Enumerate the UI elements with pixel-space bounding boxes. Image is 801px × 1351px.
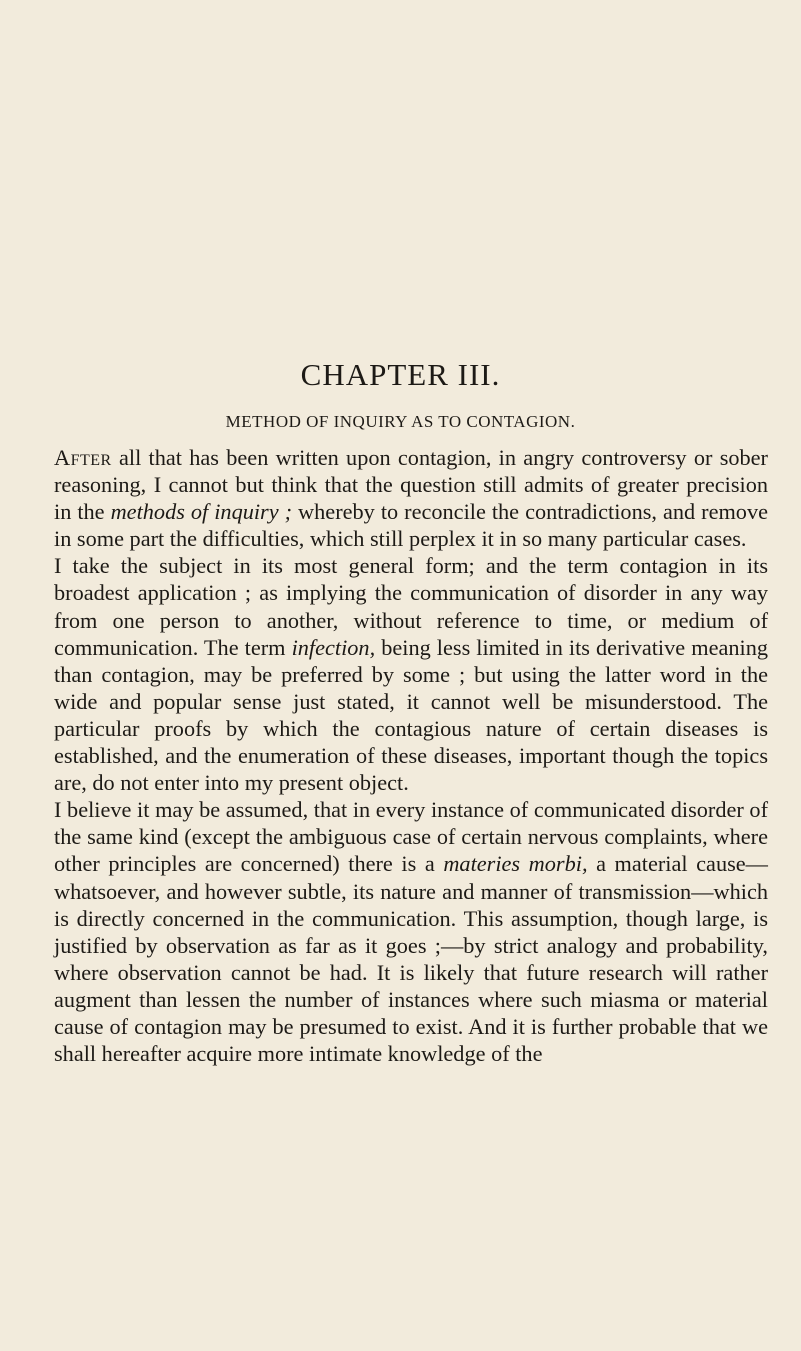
paragraph-text: I believe it may be assumed, that in every instance of communicated disorder of the same kind (except the ambiguous case of certain nervous complaints, where other principles are concerned) there is a <box>54 797 768 877</box>
body-text <box>54 444 768 1067</box>
paragraph-text: being less limited in its derivative meaning than contagion, may be preferred by some ; but using the latter word in the wide and popular sense just stated, it cannot well be misunderstood. The particular proofs by which the contagious nature of certain diseases is established, and the enumeration of these diseases, important though the topics are, do not enter into my present object. <box>54 634 769 796</box>
paragraph-text: all that has been written upon contagion, in angry controversy or sober reasoning, I cannot but think that the question still admits of greater precision in the <box>54 445 768 525</box>
paragraph-text: whereby to reconcile the contradictions, and remove in some part the difficulties, which still perplex it in so many particular cases. <box>54 499 769 552</box>
italic-phrase: methods of inquiry ; <box>110 499 293 525</box>
paragraph-lead-word: After <box>54 445 112 470</box>
paragraph-3 <box>54 796 768 1067</box>
chapter-subtitle: METHOD OF INQUIRY AS TO CONTAGION. <box>225 412 576 431</box>
italic-phrase: materies morbi, <box>443 851 588 877</box>
chapter-title: CHAPTER III. <box>300 357 501 392</box>
paragraph-1 <box>54 444 768 552</box>
paragraph-2 <box>54 552 768 796</box>
paragraph-text: I take the subject in its most general form; and the term contagion in its broadest application ; as implying the communication of disorder in any way from one person to another, without reference to time, or medium of communication. The term <box>54 553 768 660</box>
paragraph-text: a material cause—whatsoever, and however subtle, its nature and manner of transmission—which is directly concerned in the communication. This assumption, though large, is justified by observation as far as it goes ;—by strict analogy and probability, where observation cannot be had. It is likely that future research will rather augment than lessen the number of instances where such miasma or material cause of contagion may be presumed to exist. And it is further probable that we shall hereafter acquire more intimate knowledge of the <box>54 851 768 1067</box>
italic-phrase: infection, <box>291 634 376 660</box>
